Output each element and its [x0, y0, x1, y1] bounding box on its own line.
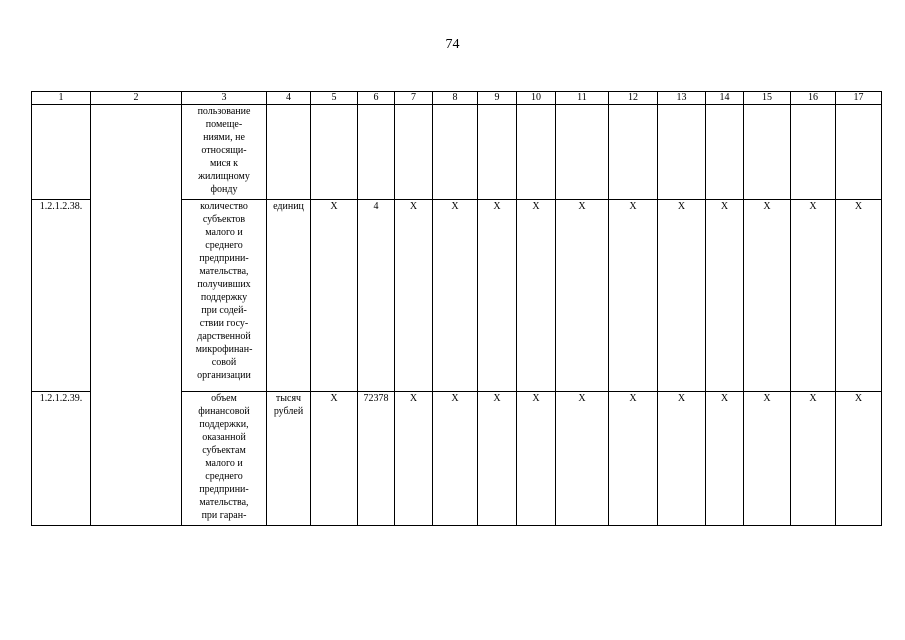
row-value-cell: 72378 — [358, 392, 395, 526]
description-line: помеще- — [205, 119, 243, 130]
header-cell: 2 — [91, 92, 182, 105]
header-cell: 6 — [358, 92, 395, 105]
description-line: предприни- — [199, 253, 249, 264]
description-line: субъектам — [202, 445, 246, 456]
header-cell: 12 — [609, 92, 658, 105]
header-cell: 16 — [791, 92, 836, 105]
header-cell: 9 — [478, 92, 517, 105]
description-line: объем — [211, 393, 237, 404]
header-cell: 10 — [517, 92, 556, 105]
row-value-cell: X — [744, 392, 791, 526]
row-value-cell: X — [556, 200, 609, 392]
description-line: среднего — [205, 240, 243, 251]
description-line: получивших — [197, 279, 251, 290]
row-value-cell: X — [311, 392, 358, 526]
row-value-cell — [744, 105, 791, 200]
unit-line: тысяч — [275, 393, 302, 404]
description-line: малого и — [205, 458, 243, 469]
row-value-cell: 4 — [358, 200, 395, 392]
description-line: при гаран- — [201, 510, 247, 521]
unit-line: рублей — [273, 406, 304, 417]
row-code-cell — [32, 105, 91, 200]
header-cell: 8 — [433, 92, 478, 105]
row-value-cell — [658, 105, 706, 200]
description-line: малого и — [205, 227, 243, 238]
row-value-cell: X — [517, 392, 556, 526]
row-value-cell: X — [791, 200, 836, 392]
description-line: пользование — [197, 106, 251, 117]
row-value-cell: X — [395, 392, 433, 526]
header-row — [32, 92, 882, 105]
row-unit-cell — [267, 105, 311, 200]
description-line: среднего — [205, 471, 243, 482]
header-cell: 17 — [836, 92, 882, 105]
row-code-cell: 1.2.1.2.39. — [32, 392, 91, 526]
row-value-cell: X — [311, 200, 358, 392]
table-row — [32, 392, 882, 526]
header-cell: 3 — [182, 92, 267, 105]
row-description-cell — [182, 392, 267, 526]
row-value-cell — [433, 105, 478, 200]
header-cell: 15 — [744, 92, 791, 105]
row-value-cell — [478, 105, 517, 200]
page-number: 74 — [445, 37, 460, 52]
row-value-cell: X — [517, 200, 556, 392]
row-col2-cell — [91, 392, 182, 526]
row-value-cell — [836, 105, 882, 200]
row-code-cell: 1.2.1.2.38. — [32, 200, 91, 392]
row-unit-cell — [267, 392, 311, 526]
row-value-cell: X — [433, 392, 478, 526]
description-line: предприни- — [199, 484, 249, 495]
row-value-cell: X — [478, 392, 517, 526]
header-cell: 11 — [556, 92, 609, 105]
row-description-cell — [182, 200, 267, 392]
header-cell: 4 — [267, 92, 311, 105]
row-value-cell: X — [706, 200, 744, 392]
description-line: организации — [197, 370, 251, 381]
row-value-cell: X — [395, 200, 433, 392]
row-value-cell: X — [836, 200, 882, 392]
description-line: ниями, не — [203, 132, 245, 143]
description-line: фонду — [210, 184, 238, 195]
description-line: при содей- — [201, 305, 247, 316]
description-line: совой — [211, 357, 237, 368]
row-value-cell: X — [609, 392, 658, 526]
description-line: оказанной — [202, 432, 246, 443]
description-line: ствии госу- — [199, 318, 249, 329]
row-value-cell: X — [556, 392, 609, 526]
data-table — [31, 91, 882, 526]
row-value-cell — [517, 105, 556, 200]
row-value-cell — [556, 105, 609, 200]
row-value-cell: X — [658, 200, 706, 392]
row-value-cell — [609, 105, 658, 200]
row-value-cell: X — [433, 200, 478, 392]
description-line: дарственной — [197, 331, 251, 342]
description-line: количество — [200, 201, 248, 212]
description-line: субъектов — [202, 214, 246, 225]
row-col2-cell — [91, 105, 182, 200]
row-value-cell: X — [706, 392, 744, 526]
table-row — [32, 200, 882, 392]
row-value-cell: X — [744, 200, 791, 392]
row-value-cell — [311, 105, 358, 200]
row-value-cell — [706, 105, 744, 200]
header-cell: 13 — [658, 92, 706, 105]
row-value-cell: X — [478, 200, 517, 392]
description-line: мательства, — [199, 266, 249, 277]
unit-line: единиц — [273, 201, 304, 212]
description-line: поддержку — [200, 292, 248, 303]
row-value-cell: X — [658, 392, 706, 526]
row-col2-cell — [91, 200, 182, 392]
description-line: относящи- — [201, 145, 247, 156]
header-cell: 7 — [395, 92, 433, 105]
description-line: поддержки, — [199, 419, 249, 430]
description-line: жилищному — [198, 171, 250, 182]
header-cell: 1 — [32, 92, 91, 105]
description-line: микрофинан- — [195, 344, 253, 355]
row-value-cell: X — [836, 392, 882, 526]
row-value-cell — [358, 105, 395, 200]
row-unit-cell — [267, 200, 311, 392]
row-value-cell — [791, 105, 836, 200]
description-line: финансовой — [198, 406, 250, 417]
description-line: мися к — [209, 158, 239, 169]
row-value-cell: X — [609, 200, 658, 392]
header-cell: 5 — [311, 92, 358, 105]
row-description-cell — [182, 105, 267, 200]
header-cell: 14 — [706, 92, 744, 105]
description-line: мательства, — [199, 497, 249, 508]
table-row — [32, 105, 882, 200]
row-value-cell — [395, 105, 433, 200]
row-value-cell: X — [791, 392, 836, 526]
